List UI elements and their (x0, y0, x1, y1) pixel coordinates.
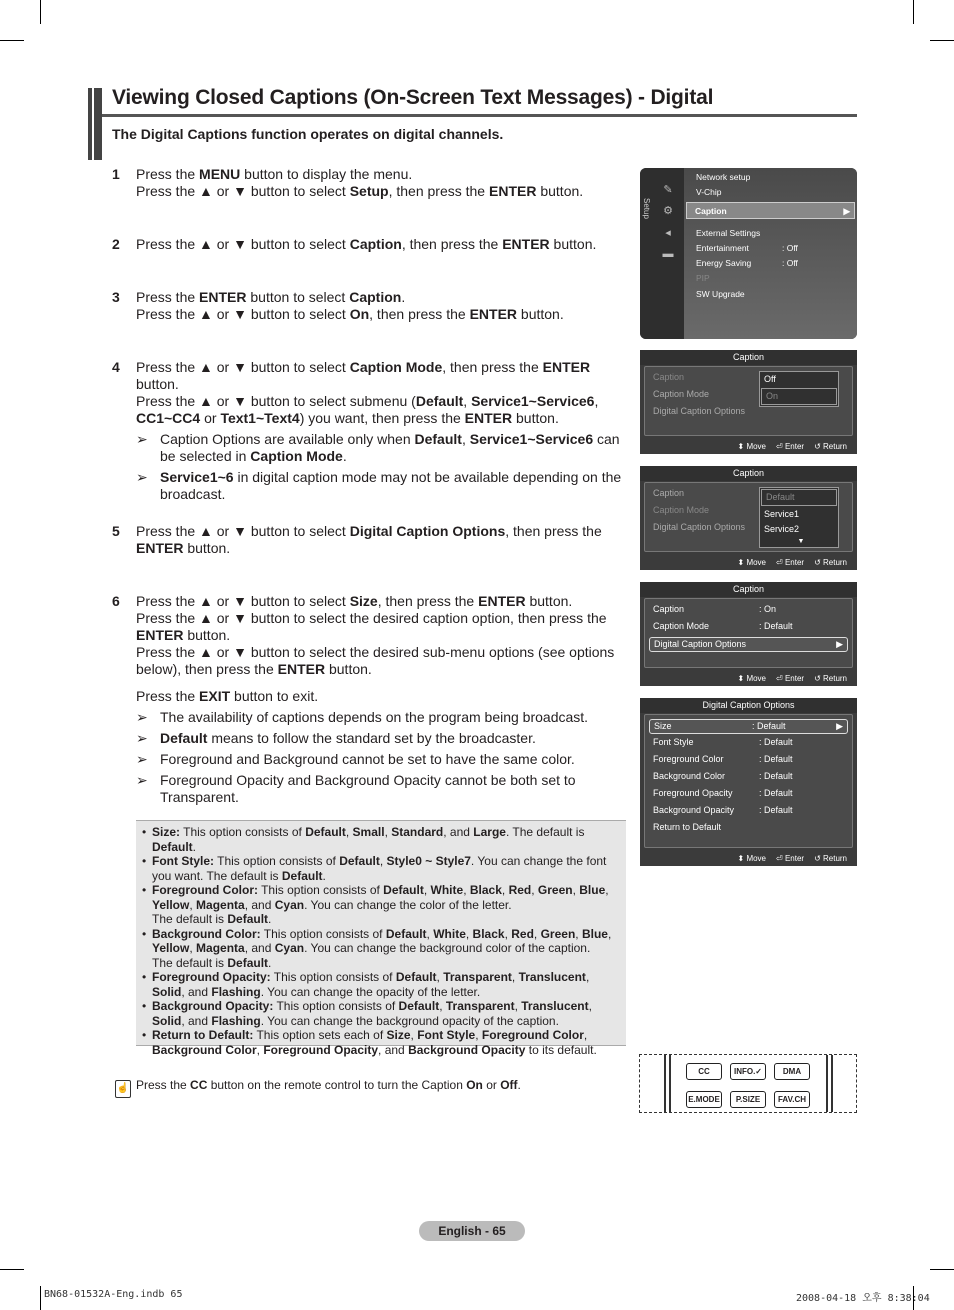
arrow-right-icon: ▶ (836, 639, 843, 649)
step-line: below), then press the ENTER button. (136, 661, 372, 677)
move-hint: ⬍ Move (737, 854, 767, 863)
step-line: Press the ▲ or ▼ button to select On, then press the ENTER button. (136, 306, 564, 322)
step-number: 4 (112, 359, 120, 375)
dropdown-option-selected[interactable]: On (761, 388, 837, 405)
setup-item[interactable]: SW Upgrade (696, 289, 745, 299)
info-button[interactable]: INFO.✓ (730, 1063, 766, 1080)
step-3 (112, 289, 632, 323)
osd-footer (728, 442, 847, 451)
osd-row[interactable] (653, 753, 844, 766)
osd-row[interactable] (653, 736, 844, 749)
footer-file: BN68-01532A-Eng.indb 65 (44, 1289, 183, 1300)
osd-footer (728, 854, 847, 863)
step-note: ➢ Foreground Opacity and Background Opacity cannot be both set to Transparent. (136, 772, 576, 805)
osd-title: Caption (640, 582, 857, 597)
row-label: Size (654, 721, 672, 731)
step-note: ➢ Default means to follow the standard set by the broadcaster. (136, 730, 536, 746)
osd-title: Digital Caption Options (640, 698, 857, 713)
scroll-down-icon[interactable]: ▼ (797, 538, 805, 545)
osd-panel (644, 482, 853, 552)
step-note: ➢ Caption Options are available only when Default, Service1~Service6 can be selected in Caption Mode. (136, 431, 620, 464)
setup-item-value: : Off (782, 243, 798, 253)
setup-item[interactable]: Network setup (696, 172, 751, 182)
setup-item-value: : Off (782, 258, 798, 268)
osd-dropdown[interactable] (759, 487, 839, 548)
psize-button[interactable]: P.SIZE (730, 1091, 766, 1108)
gear-icon: ⚙ (663, 205, 673, 217)
setup-item[interactable]: Entertainment : Off (696, 243, 798, 253)
step-body (136, 359, 632, 503)
step-line: ENTER button. (136, 627, 231, 643)
setup-item-caption-selected[interactable]: Caption ▶ (686, 202, 855, 219)
crop-mark (40, 0, 41, 24)
osd-row[interactable] (653, 804, 844, 817)
osd-row[interactable] (653, 770, 844, 783)
dropdown-option-selected[interactable]: Default (761, 489, 837, 506)
step-number: 2 (112, 236, 120, 252)
page-title: Viewing Closed Captions (On-Screen Text Messages) - Digital (112, 86, 714, 109)
enter-hint: ⏎ Enter (776, 442, 805, 451)
caption-osd-on-off (640, 350, 857, 454)
caption-osd-digital-options (640, 582, 857, 686)
step-line: CC1~CC4 or Text1~Text4) you want, then press the ENTER button. (136, 410, 559, 426)
exit-line: Press the EXIT button to exit. (136, 688, 319, 704)
row-label: Foreground Color (653, 754, 724, 764)
cc-tip: Press the CC button on the remote control to turn the Caption On or Off. (136, 1078, 521, 1092)
crop-mark (0, 1269, 24, 1270)
digital-caption-options-osd (640, 698, 857, 866)
step-body (136, 236, 632, 253)
move-hint: ⬍ Move (737, 558, 767, 567)
step-note: ➢ The availability of captions depends on the program being broadcast. (136, 709, 589, 725)
row-label: Background Opacity (653, 805, 735, 815)
step-5 (112, 523, 632, 557)
osd-panel (644, 366, 853, 436)
osd-row-selected[interactable] (649, 637, 848, 652)
row-value: : Default (752, 721, 786, 731)
option-item: • Foreground Opacity: This option consists of Default, Transparent, Translucent, Solid, and Flashing. You can change the opacity of the letter. (142, 970, 590, 999)
crop-mark (40, 1286, 41, 1310)
step-4 (112, 359, 632, 503)
step-line: Press the ▲ or ▼ button to select Setup, then press the ENTER button. (136, 183, 584, 199)
move-hint: ⬍ Move (737, 674, 767, 683)
row-value: : Default (759, 805, 793, 815)
step-note: ➢ Service1~6 in digital caption mode may not be available depending on the broadcast. (136, 469, 622, 502)
option-item: • Size: This option consists of Default, Small, Standard, and Large. The default is Default. (142, 825, 585, 854)
osd-row: Caption Mode (653, 389, 710, 399)
row-label: Caption (653, 604, 685, 614)
crop-mark (913, 0, 914, 24)
arrow-right-icon: ▶ (843, 206, 850, 216)
setup-menu-osd (640, 168, 857, 339)
osd-title: Caption (640, 350, 857, 365)
input-icon: ◂ (665, 227, 671, 239)
step-body (136, 593, 632, 806)
osd-row: Caption Mode (653, 505, 710, 515)
setup-item[interactable]: External Settings (696, 228, 761, 238)
page-subtitle: The Digital Captions function operates on digital channels. (112, 126, 504, 142)
row-label: Return to Default (653, 822, 722, 832)
footer-timestamp: 2008-04-18 오후 8:38:04 (796, 1293, 930, 1304)
osd-row: Caption (653, 372, 685, 382)
osd-title: Caption (640, 466, 857, 481)
osd-row-selected[interactable] (649, 719, 848, 734)
step-number: 6 (112, 593, 120, 609)
option-item: • Background Opacity: This option consists of Default, Transparent, Translucent, Solid, and Flashing. You can change the background opacity of the caption. (142, 999, 592, 1028)
picture-icon: ✎ (663, 184, 673, 196)
row-label: Foreground Opacity (653, 788, 733, 798)
crop-mark (0, 40, 24, 41)
cc-button[interactable]: CC (686, 1063, 722, 1080)
step-line: ENTER button. (136, 540, 231, 556)
osd-row (653, 620, 844, 633)
row-value: : Default (759, 754, 793, 764)
step-2 (112, 236, 632, 253)
return-hint: ↺ Return (814, 558, 847, 567)
page-number: English - 65 (419, 1221, 525, 1241)
remote-control-illustration (639, 1054, 857, 1113)
setup-menu-list (684, 168, 857, 339)
setup-side-label: Setup (642, 198, 651, 219)
option-item: • Font Style: This option consists of Default, Style0 ~ Style7. You can change the font you want. The default is Default. (142, 854, 607, 883)
step-body (136, 166, 632, 200)
return-hint: ↺ Return (814, 442, 847, 451)
setup-sidebar (640, 168, 684, 339)
setup-item[interactable]: PIP (696, 273, 710, 283)
return-hint: ↺ Return (814, 674, 847, 683)
step-number: 1 (112, 166, 120, 182)
osd-row[interactable] (653, 821, 844, 834)
row-value: : Default (759, 621, 793, 631)
osd-row[interactable] (653, 787, 844, 800)
caption-osd-mode (640, 466, 857, 570)
osd-row: Caption (653, 488, 685, 498)
step-body (136, 523, 632, 557)
enter-hint: ⏎ Enter (776, 674, 805, 683)
row-label: Font Style (653, 737, 694, 747)
step-number: 5 (112, 523, 120, 539)
row-value: : Default (759, 788, 793, 798)
step-line: Press the MENU button to display the menu. (136, 166, 413, 182)
osd-row: Digital Caption Options (653, 406, 746, 416)
favch-button[interactable]: FAV.CH (774, 1091, 810, 1108)
row-value: : On (759, 604, 777, 614)
osd-row (653, 603, 844, 616)
setup-item[interactable]: V-Chip (696, 187, 722, 197)
osd-panel (644, 598, 853, 668)
row-value: : Default (759, 771, 793, 781)
crop-mark (930, 40, 954, 41)
dropdown-option[interactable]: Off (764, 374, 776, 384)
note-arrow-icon: ➢ (136, 730, 148, 746)
step-line: Press the ▲ or ▼ button to select the desired caption option, then press the (136, 610, 607, 626)
emode-button[interactable]: E.MODE (686, 1091, 722, 1108)
row-label: Digital Caption Options (654, 639, 747, 649)
remote-hand-icon: ☝ (115, 1080, 131, 1098)
dropdown-option[interactable]: Service2 (764, 524, 800, 534)
step-line: Press the ▲ or ▼ button to select Digital Caption Options, then press the (136, 523, 602, 539)
osd-footer (728, 674, 847, 683)
step-line: Press the ▲ or ▼ button to select the desired sub-menu options (see options (136, 644, 615, 660)
osd-panel (644, 714, 853, 848)
arrow-right-icon: ▶ (836, 721, 843, 731)
title-rule (102, 114, 857, 117)
title-accent-bar (88, 88, 102, 160)
dma-button[interactable]: DMA (774, 1063, 810, 1080)
enter-hint: ⏎ Enter (776, 558, 805, 567)
step-number: 3 (112, 289, 120, 305)
dropdown-option[interactable]: Service1 (764, 509, 800, 519)
osd-footer (728, 558, 847, 567)
step-6 (112, 593, 632, 806)
row-label: Background Color (653, 771, 726, 781)
row-value: : Default (759, 737, 793, 747)
note-arrow-icon: ➢ (136, 469, 148, 485)
return-hint: ↺ Return (814, 854, 847, 863)
move-hint: ⬍ Move (737, 442, 767, 451)
note-arrow-icon: ➢ (136, 709, 148, 725)
note-arrow-icon: ➢ (136, 431, 148, 447)
step-body (136, 289, 632, 323)
step-line: Press the ▲ or ▼ button to select Size, then press the ENTER button. (136, 593, 573, 609)
note-arrow-icon: ➢ (136, 751, 148, 767)
options-box (136, 820, 626, 1057)
row-label: Caption Mode (653, 621, 710, 631)
option-item: • Background Color: This option consists of Default, White, Black, Red, Green, Blue, Yellow, Magenta, and Cyan. You can change the background color of the caption. The default is Default. (142, 926, 612, 970)
enter-hint: ⏎ Enter (776, 854, 805, 863)
note-arrow-icon: ➢ (136, 772, 148, 788)
option-item: • Return to Default: This option sets each of Size, Font Style, Foreground Color, Background Color, Foreground Opacity, and Background Opacity to its default. (142, 1028, 597, 1057)
step-line: Press the ▲ or ▼ button to select submenu (Default, Service1~Service6, (136, 393, 599, 409)
osd-dropdown[interactable] (759, 371, 839, 407)
step-line: Press the ▲ or ▼ button to select Caption Mode, then press the ENTER button. (136, 359, 591, 392)
step-line: Press the ▲ or ▼ button to select Caption, then press the ENTER button. (136, 236, 597, 252)
option-item: • Foreground Color: This option consists of Default, White, Black, Red, Green, Blue, Yellow, Magenta, and Cyan. You can change the color of the letter. The default is Default. (142, 883, 609, 926)
setup-item[interactable]: Energy Saving : Off (696, 258, 798, 268)
step-note: ➢ Foreground and Background cannot be set to have the same color. (136, 751, 575, 767)
step-1 (112, 166, 632, 200)
osd-row: Digital Caption Options (653, 522, 746, 532)
crop-mark (930, 1269, 954, 1270)
application-icon: ▬ (662, 248, 674, 260)
step-line: Press the ENTER button to select Caption. (136, 289, 406, 305)
